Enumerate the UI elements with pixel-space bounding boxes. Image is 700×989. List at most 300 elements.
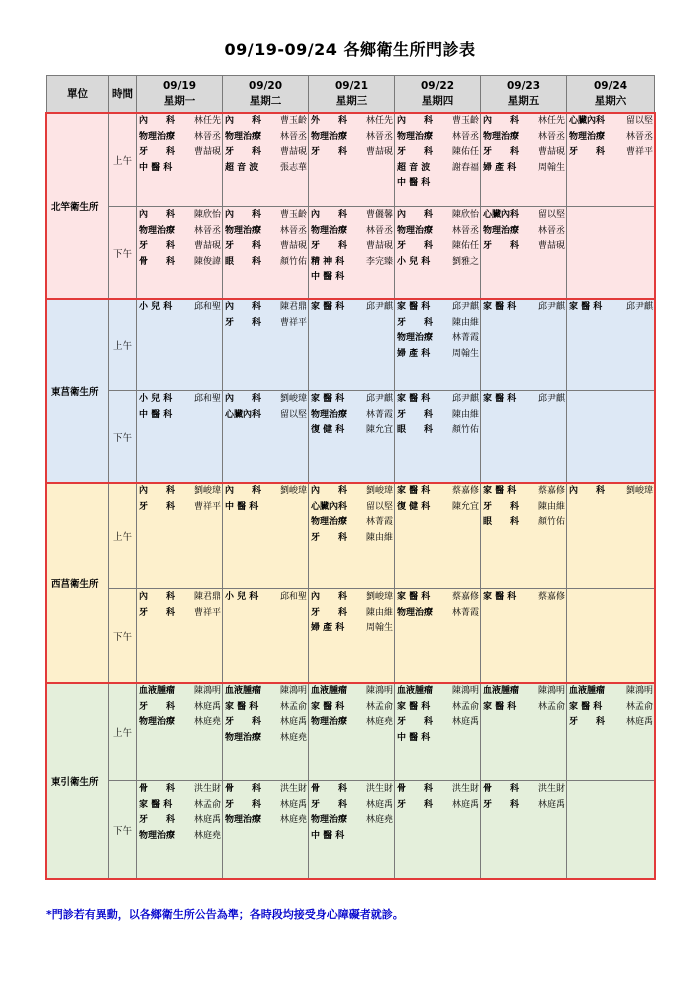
doctor-name: 林任先 [537, 116, 565, 126]
schedule-cell [567, 113, 655, 207]
department-label: 內 科 [311, 592, 348, 602]
doctor-name: 留以堅 [279, 409, 307, 420]
clinic-entry [225, 145, 307, 161]
clinic-schedule-table [46, 75, 655, 879]
clinic-entry [397, 224, 479, 240]
clinic-entry [397, 684, 479, 700]
schedule-cell [223, 483, 309, 589]
department-label: 物理治療 [569, 131, 606, 142]
department-label: 眼 科 [225, 256, 262, 267]
clinic-entry [225, 715, 307, 731]
department-label: 家 醫 科 [483, 701, 517, 712]
clinic-entry [139, 782, 221, 798]
department-label: 心臟內科 [569, 116, 606, 126]
schedule-cell [137, 299, 223, 391]
department-label: 血液腫瘤 [225, 686, 262, 696]
clinic-entry [139, 590, 221, 606]
department-label: 骨 科 [483, 784, 520, 794]
schedule-cell [223, 207, 309, 299]
schedule-cell [395, 391, 481, 483]
department-label: 牙 科 [139, 701, 176, 712]
department-label: 物理治療 [397, 607, 434, 618]
doctor-name: 林庭堯 [279, 815, 307, 825]
department-label: 小 兒 科 [397, 256, 431, 267]
schedule-cell [481, 391, 567, 483]
doctor-name: 陳由維 [451, 317, 479, 328]
department-label: 骨 科 [139, 784, 176, 794]
header-weekday: 星期六 [594, 95, 627, 107]
doctor-name: 林庭堯 [193, 717, 221, 727]
clinic-entry [397, 715, 479, 731]
department-label: 中 醫 科 [311, 272, 345, 282]
doctor-name: 洪生財 [279, 784, 307, 794]
clinic-entry [483, 161, 565, 177]
department-label: 內 科 [225, 210, 262, 220]
department-label: 婦 產 科 [311, 623, 345, 633]
doctor-name: 林庭禹 [451, 799, 479, 810]
schedule-row [47, 391, 655, 483]
department-label: 家 醫 科 [397, 486, 431, 496]
department-label: 內 科 [225, 394, 262, 404]
clinic-entry [483, 798, 565, 814]
clinic-entry [225, 255, 307, 271]
doctor-name: 曹玉齡 [451, 116, 479, 126]
department-label: 物理治療 [397, 131, 434, 142]
header-unit: 單位 [47, 76, 109, 113]
department-label: 牙 科 [311, 607, 348, 618]
doctor-name: 劉峻瑋 [625, 486, 653, 496]
doctor-name: 陳君鼎 [193, 592, 221, 602]
clinic-entry [225, 700, 307, 716]
clinic-entry [311, 208, 393, 224]
doctor-name: 李完臻 [365, 256, 393, 267]
clinic-entry [139, 208, 221, 224]
clinic-entry [225, 813, 307, 829]
doctor-name: 林孟俞 [365, 701, 393, 712]
doctor-name: 林庭堯 [365, 717, 393, 727]
clinic-entry [311, 392, 393, 408]
header-day [223, 76, 309, 113]
clinic-entry [225, 590, 307, 606]
clinic-entry [483, 515, 565, 531]
department-label: 牙 科 [483, 147, 520, 157]
doctor-name: 陳佑任 [451, 147, 479, 157]
doctor-name: 林菁霞 [365, 409, 393, 420]
department-label: 血液腫瘤 [139, 686, 176, 696]
clinic-entry [139, 798, 221, 814]
doctor-name: 林晉丞 [193, 131, 221, 142]
clinic-entry [397, 392, 479, 408]
doctor-name: 陳由維 [365, 607, 393, 618]
header-weekday: 星期三 [335, 95, 368, 107]
doctor-name: 曹喆硯 [365, 241, 393, 251]
doctor-name: 林庭堯 [193, 830, 221, 841]
department-label: 婦 產 科 [483, 162, 517, 173]
clinic-entry [483, 224, 565, 240]
schedule-cell [309, 207, 395, 299]
department-label: 家 醫 科 [569, 701, 603, 712]
clinic-entry [225, 484, 307, 500]
clinic-entry [225, 684, 307, 700]
clinic-entry [311, 590, 393, 606]
department-label: 骨 科 [397, 784, 434, 794]
clinic-entry [397, 208, 479, 224]
department-label: 物理治療 [397, 225, 434, 236]
department-label: 超 音 波 [397, 162, 431, 173]
clinic-entry [569, 715, 653, 731]
doctor-name: 邱和聖 [193, 302, 221, 312]
department-label: 牙 科 [139, 815, 176, 825]
clinic-entry [139, 300, 221, 316]
department-label: 物理治療 [139, 225, 176, 236]
doctor-name: 林庭禹 [537, 799, 565, 810]
clinic-entry [397, 408, 479, 424]
doctor-name: 陳欣怡 [193, 210, 221, 220]
clinic-entry [397, 300, 479, 316]
department-label: 中 醫 科 [397, 732, 431, 743]
header-date: 09/21 [334, 80, 369, 92]
clinic-entry [397, 331, 479, 347]
clinic-entry [483, 145, 565, 161]
department-label: 物理治療 [397, 333, 434, 343]
department-label: 牙 科 [225, 717, 262, 727]
department-label: 家 醫 科 [311, 302, 345, 312]
clinic-entry [311, 239, 393, 255]
clinic-entry [397, 130, 479, 146]
department-label: 外 科 [311, 116, 348, 126]
header-date: 09/19 [162, 80, 197, 92]
department-label: 牙 科 [483, 501, 520, 512]
department-label: 家 醫 科 [397, 394, 431, 404]
department-label: 物理治療 [139, 830, 176, 841]
clinic-entry [311, 606, 393, 622]
clinic-entry [311, 300, 393, 316]
department-label: 內 科 [225, 486, 262, 496]
unit-dongyin-name: 東引衛生所 [47, 683, 109, 879]
doctor-name: 蔡嘉修 [537, 486, 565, 496]
department-label: 骨 科 [311, 784, 348, 794]
clinic-entry [483, 782, 565, 798]
header-day [137, 76, 223, 113]
department-label: 牙 科 [397, 409, 434, 420]
department-label: 物理治療 [225, 815, 262, 825]
doctor-name: 邱和聖 [193, 394, 221, 404]
clinic-entry [311, 484, 393, 500]
doctor-name: 蔡嘉修 [537, 592, 565, 602]
clinic-entry [483, 208, 565, 224]
schedule-cell [137, 781, 223, 879]
doctor-name: 林晉丞 [537, 225, 565, 236]
department-label: 牙 科 [397, 241, 434, 251]
clinic-entry [139, 606, 221, 622]
department-label: 內 科 [311, 210, 348, 220]
clinic-entry [311, 715, 393, 731]
doctor-name: 林庭禹 [193, 815, 221, 825]
schedule-cell [395, 781, 481, 879]
clinic-entry [225, 130, 307, 146]
clinic-entry [397, 176, 479, 192]
header-time: 時間 [109, 76, 137, 113]
clinic-entry [311, 700, 393, 716]
department-label: 物理治療 [483, 131, 520, 142]
footnote: *門診若有異動，以各鄉衛生所公告為準；各時段均接受身心障礙者就診。 [46, 908, 404, 921]
department-label: 牙 科 [483, 241, 520, 251]
schedule-cell [567, 483, 655, 589]
clinic-entry [139, 829, 221, 845]
department-label: 骨 科 [139, 256, 176, 267]
doctor-name: 謝春福 [451, 162, 479, 173]
schedule-row [47, 589, 655, 683]
clinic-entry [311, 621, 393, 637]
schedule-cell [481, 207, 567, 299]
schedule-cell [309, 589, 395, 683]
doctor-name: 邱和聖 [279, 592, 307, 602]
department-label: 家 醫 科 [225, 701, 259, 712]
doctor-name: 陳允宜 [451, 501, 479, 512]
department-label: 牙 科 [483, 799, 520, 810]
clinic-entry [397, 114, 479, 130]
schedule-cell [481, 483, 567, 589]
doctor-name: 陳由維 [451, 409, 479, 420]
doctor-name: 林晉丞 [537, 131, 565, 142]
doctor-name: 曹祥平 [625, 147, 653, 157]
doctor-name: 劉雅之 [451, 256, 479, 267]
department-label: 牙 科 [311, 241, 348, 251]
department-label: 心臟內科 [311, 501, 348, 512]
header-row [47, 76, 655, 113]
doctor-name: 林庭禹 [451, 717, 479, 727]
schedule-cell [567, 391, 655, 483]
clinic-entry [311, 423, 393, 439]
department-label: 精 神 科 [311, 256, 345, 267]
schedule-cell [481, 113, 567, 207]
clinic-entry [569, 114, 653, 130]
header-date: 09/24 [593, 80, 628, 92]
doctor-name: 陳鴻明 [279, 686, 307, 696]
schedule-cell [481, 589, 567, 683]
doctor-name: 曹玉齡 [279, 116, 307, 126]
clinic-entry [311, 270, 393, 286]
doctor-name: 陳鴻明 [365, 686, 393, 696]
department-label: 心臟內科 [483, 210, 520, 220]
department-label: 超 音 波 [225, 162, 259, 173]
doctor-name: 林孟俞 [625, 701, 653, 712]
doctor-name: 邱尹麒 [451, 394, 479, 404]
schedule-cell [309, 683, 395, 781]
doctor-name: 曹喆硯 [365, 147, 393, 157]
department-label: 物理治療 [311, 517, 348, 527]
clinic-entry [397, 316, 479, 332]
department-label: 牙 科 [139, 607, 176, 618]
clinic-entry [311, 408, 393, 424]
clinic-entry [139, 684, 221, 700]
clinic-entry [569, 300, 653, 316]
schedule-row [47, 207, 655, 299]
department-label: 中 醫 科 [225, 501, 259, 512]
schedule-cell [137, 589, 223, 683]
department-label: 內 科 [397, 210, 434, 220]
department-label: 內 科 [139, 116, 176, 126]
unit-beigan-name: 北竿衛生所 [47, 113, 109, 299]
session-time: 上午 [109, 683, 137, 781]
department-label: 眼 科 [397, 425, 434, 435]
clinic-entry [397, 161, 479, 177]
doctor-name: 陳由維 [365, 532, 393, 543]
header-weekday: 星期一 [163, 95, 196, 107]
schedule-cell [309, 483, 395, 589]
schedule-cell [395, 207, 481, 299]
unit-xiju-name: 西莒衛生所 [47, 483, 109, 683]
doctor-name: 留以堅 [625, 116, 653, 126]
clinic-entry [483, 684, 565, 700]
doctor-name: 邱尹麒 [537, 302, 565, 312]
doctor-name: 林晉丞 [279, 131, 307, 142]
department-label: 家 醫 科 [483, 486, 517, 496]
schedule-cell [223, 683, 309, 781]
clinic-entry [139, 715, 221, 731]
clinic-entry [397, 782, 479, 798]
schedule-cell [309, 113, 395, 207]
clinic-entry [311, 130, 393, 146]
schedule-row [47, 483, 655, 589]
doctor-name: 劉峻瑋 [279, 394, 307, 404]
schedule-row [47, 299, 655, 391]
schedule-cell [223, 391, 309, 483]
schedule-row [47, 781, 655, 879]
clinic-entry [225, 114, 307, 130]
header-day [567, 76, 655, 113]
clinic-entry [311, 684, 393, 700]
doctor-name: 邱尹麒 [365, 394, 393, 404]
clinic-entry [397, 423, 479, 439]
department-label: 物理治療 [311, 225, 348, 236]
header-day [395, 76, 481, 113]
clinic-entry [139, 255, 221, 271]
doctor-name: 曹喆硯 [193, 147, 221, 157]
department-label: 家 醫 科 [569, 302, 603, 312]
clinic-entry [397, 145, 479, 161]
department-label: 物理治療 [483, 225, 520, 236]
department-label: 家 醫 科 [311, 701, 345, 712]
doctor-name: 留以堅 [365, 501, 393, 512]
schedule-cell [137, 113, 223, 207]
department-label: 內 科 [225, 116, 262, 126]
department-label: 血液腫瘤 [397, 686, 434, 696]
schedule-cell [309, 781, 395, 879]
doctor-name: 曹玉齡 [279, 210, 307, 220]
clinic-entry [311, 114, 393, 130]
department-label: 牙 科 [397, 147, 434, 157]
department-label: 家 醫 科 [311, 394, 345, 404]
doctor-name: 林晉丞 [365, 131, 393, 142]
header-day [309, 76, 395, 113]
clinic-entry [311, 255, 393, 271]
schedule-cell [481, 781, 567, 879]
clinic-entry [483, 130, 565, 146]
session-time: 上午 [109, 299, 137, 391]
schedule-row [47, 113, 655, 207]
clinic-entry [225, 300, 307, 316]
clinic-entry [311, 798, 393, 814]
clinic-entry [569, 684, 653, 700]
clinic-entry [225, 316, 307, 332]
clinic-entry [569, 700, 653, 716]
clinic-entry [397, 798, 479, 814]
department-label: 物理治療 [139, 717, 176, 727]
doctor-name: 曹喆硯 [537, 241, 565, 251]
clinic-entry [311, 829, 393, 845]
schedule-cell [395, 113, 481, 207]
header-date: 09/23 [506, 80, 541, 92]
clinic-entry [483, 114, 565, 130]
clinic-entry [139, 392, 221, 408]
clinic-entry [139, 224, 221, 240]
schedule-cell [567, 299, 655, 391]
doctor-name: 陳俊諱 [193, 256, 221, 267]
schedule-cell [395, 683, 481, 781]
clinic-entry [139, 500, 221, 516]
department-label: 牙 科 [569, 147, 606, 157]
department-label: 物理治療 [311, 409, 348, 420]
doctor-name: 陳佑任 [451, 241, 479, 251]
clinic-entry [311, 500, 393, 516]
doctor-name: 顏竹佑 [537, 517, 565, 527]
department-label: 復 健 科 [397, 501, 431, 512]
header-day [481, 76, 567, 113]
doctor-name: 曹祥平 [193, 607, 221, 618]
doctor-name: 林孟俞 [193, 799, 221, 810]
session-time: 下午 [109, 207, 137, 299]
doctor-name: 林孟俞 [451, 701, 479, 712]
header-weekday: 星期五 [507, 95, 540, 107]
clinic-entry [397, 347, 479, 363]
clinic-entry [397, 484, 479, 500]
clinic-entry [397, 500, 479, 516]
clinic-entry [139, 114, 221, 130]
doctor-name: 林任先 [365, 116, 393, 126]
doctor-name: 曹祥平 [279, 317, 307, 328]
clinic-entry [483, 590, 565, 606]
clinic-entry [225, 500, 307, 516]
doctor-name: 陳欣怡 [451, 210, 479, 220]
department-label: 牙 科 [225, 147, 262, 157]
department-label: 牙 科 [225, 317, 262, 328]
doctor-name: 林庭禹 [193, 701, 221, 712]
clinic-entry [483, 392, 565, 408]
department-label: 物理治療 [311, 815, 348, 825]
doctor-name: 林庭禹 [279, 799, 307, 810]
session-time: 下午 [109, 589, 137, 683]
department-label: 牙 科 [569, 717, 606, 727]
doctor-name: 邱尹麒 [365, 302, 393, 312]
schedule-cell [137, 483, 223, 589]
clinic-entry [225, 161, 307, 177]
doctor-name: 蔡嘉修 [451, 486, 479, 496]
department-label: 物理治療 [225, 732, 262, 743]
schedule-cell [481, 299, 567, 391]
clinic-entry [139, 239, 221, 255]
unit-dongju-name: 東莒衛生所 [47, 299, 109, 483]
doctor-name: 林庭堯 [365, 815, 393, 825]
doctor-name: 林庭禹 [365, 799, 393, 810]
doctor-name: 劉峻瑋 [193, 486, 221, 496]
department-label: 復 健 科 [311, 425, 345, 435]
department-label: 中 醫 科 [311, 830, 345, 841]
clinic-entry [225, 408, 307, 424]
header-weekday: 星期二 [249, 95, 282, 107]
department-label: 家 醫 科 [397, 302, 431, 312]
clinic-entry [397, 239, 479, 255]
